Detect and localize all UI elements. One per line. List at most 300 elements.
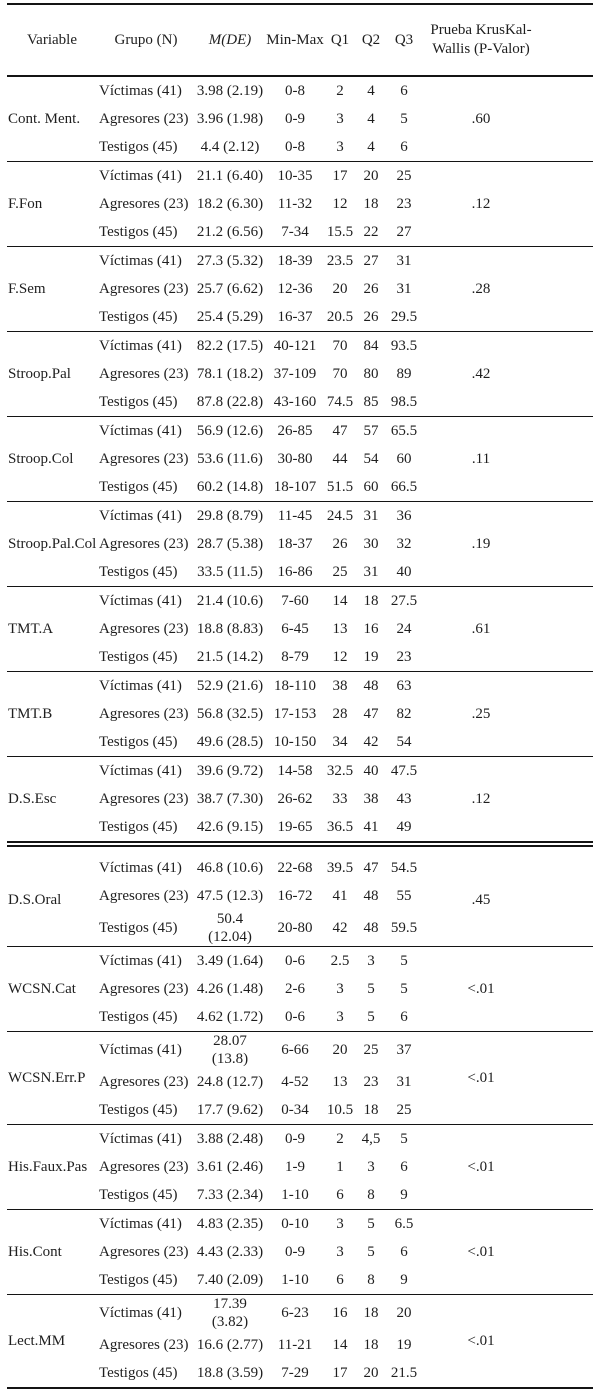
q2-cell: 4 xyxy=(367,111,375,127)
q2-cell: 23 xyxy=(363,1074,379,1090)
group-cell: Agresores (23) xyxy=(99,451,189,467)
min-max-cell: 6-66 xyxy=(265,1032,325,1069)
m-de-cell: 78.1 (18.2) xyxy=(196,366,264,382)
min-max-cell: 2-6 xyxy=(285,981,305,997)
m-de-cell: 42.6 (9.15) xyxy=(196,819,264,835)
m-de-cell: 53.6 (11.6) xyxy=(197,451,263,467)
m-de-cell: 4.43 (2.33) xyxy=(196,1244,264,1260)
group-cell: Víctimas (41) xyxy=(97,247,195,276)
p-value-cell: <.01 xyxy=(421,947,541,1032)
q1-cell: 2 xyxy=(325,76,355,105)
q2-cell: 85 xyxy=(363,394,379,410)
q2-cell: 8 xyxy=(367,1272,375,1288)
q1-cell: 70 xyxy=(332,366,348,382)
m-de-cell: 3.96 (1.98) xyxy=(196,111,264,127)
q1-cell: 10.5 xyxy=(326,1102,354,1118)
q2-cell: 26 xyxy=(363,281,379,297)
q1-cell: 23.5 xyxy=(325,247,355,276)
group-cell: Agresores (23) xyxy=(99,366,189,382)
q1-cell: 20 xyxy=(332,281,348,297)
col-header-min-max: Min-Max xyxy=(265,4,325,76)
q1-cell: 6 xyxy=(336,1272,344,1288)
q3-cell: 47.5 xyxy=(387,757,421,786)
variable-label: Lect.MM xyxy=(7,1295,97,1389)
m-de-cell: 7.33 (2.34) xyxy=(196,1187,264,1203)
group-cell: Testigos (45) xyxy=(99,1187,178,1203)
group-cell: Testigos (45) xyxy=(99,920,178,936)
min-max-cell: 18-39 xyxy=(265,247,325,276)
variable-label: WCSN.Cat xyxy=(7,947,97,1032)
q1-cell: 12 xyxy=(332,196,348,212)
p-value-cell: .42 xyxy=(421,332,541,417)
spacer xyxy=(541,1125,593,1210)
spacer xyxy=(541,1210,593,1295)
m-de-cell: 82.2 (17.5) xyxy=(195,332,265,361)
p-value-cell: .19 xyxy=(421,502,541,587)
min-max-cell: 40-121 xyxy=(265,332,325,361)
spacer xyxy=(541,502,593,587)
min-max-cell: 0-8 xyxy=(285,139,305,155)
q3-cell: 25 xyxy=(387,162,421,191)
header-row xyxy=(7,4,593,76)
min-max-cell: 12-36 xyxy=(277,281,313,297)
m-de-cell: 49.6 (28.5) xyxy=(196,734,264,750)
variable-label: His.Cont xyxy=(7,1210,97,1295)
q3-cell: 29.5 xyxy=(390,309,418,325)
q2-cell: 5 xyxy=(355,1210,387,1239)
group-cell: Agresores (23) xyxy=(99,706,189,722)
q2-cell: 48 xyxy=(355,672,387,701)
group-cell: Agresores (23) xyxy=(99,196,189,212)
q3-cell: 5 xyxy=(400,111,408,127)
p-value-cell: .60 xyxy=(421,76,541,162)
q2-cell: 60 xyxy=(363,479,379,495)
q2-cell: 47 xyxy=(363,706,379,722)
q2-cell: 27 xyxy=(355,247,387,276)
q3-cell: 6.5 xyxy=(387,1210,421,1239)
m-de-cell: 52.9 (21.6) xyxy=(195,672,265,701)
q3-cell: 37 xyxy=(387,1032,421,1069)
q3-cell: 31 xyxy=(396,281,412,297)
q1-cell: 26 xyxy=(332,536,348,552)
q1-cell: 70 xyxy=(325,332,355,361)
variable-label: TMT.B xyxy=(7,672,97,757)
q2-cell: 30 xyxy=(363,536,379,552)
min-max-cell: 0-6 xyxy=(265,947,325,976)
q3-cell: 59.5 xyxy=(390,920,418,936)
group-cell: Víctimas (41) xyxy=(97,162,195,191)
col-header-q1: Q1 xyxy=(325,4,355,76)
group-cell: Testigos (45) xyxy=(99,309,178,325)
q3-cell: 6 xyxy=(400,139,408,155)
q2-cell: 5 xyxy=(367,1009,375,1025)
min-max-cell: 37-109 xyxy=(273,366,317,382)
m-de-cell: 18.8 (8.83) xyxy=(196,621,264,637)
q2-cell: 54 xyxy=(363,451,379,467)
group-cell: Testigos (45) xyxy=(99,649,178,665)
q2-cell: 5 xyxy=(367,1244,375,1260)
q3-cell: 63 xyxy=(387,672,421,701)
spacer xyxy=(541,844,593,947)
q2-cell: 3 xyxy=(355,947,387,976)
group-cell: Testigos (45) xyxy=(99,1102,178,1118)
q1-cell: 2.5 xyxy=(325,947,355,976)
q3-cell: 54 xyxy=(396,734,412,750)
min-max-cell: 19-65 xyxy=(277,819,313,835)
q2-cell: 5 xyxy=(367,981,375,997)
min-max-cell: 0-8 xyxy=(265,76,325,105)
q3-cell: 40 xyxy=(396,564,412,580)
group-cell: Agresores (23) xyxy=(99,536,189,552)
m-de-cell: 18.2 (6.30) xyxy=(196,196,264,212)
q2-cell: 84 xyxy=(355,332,387,361)
p-value-cell: .61 xyxy=(421,587,541,672)
m-de-cell: 24.8 (12.7) xyxy=(196,1074,264,1090)
q2-cell: 20 xyxy=(355,162,387,191)
results-table xyxy=(7,3,593,1389)
m-de-cell: 3.88 (2.48) xyxy=(195,1125,265,1154)
q2-cell: 31 xyxy=(363,564,379,580)
m-de-cell: 16.6 (2.77) xyxy=(196,1337,264,1353)
spacer xyxy=(541,1032,593,1125)
spacer xyxy=(541,247,593,332)
q1-cell: 14 xyxy=(325,587,355,616)
q1-cell: 44 xyxy=(332,451,348,467)
table-row xyxy=(7,76,593,105)
q3-cell: 20 xyxy=(387,1295,421,1332)
min-max-cell: 1-10 xyxy=(281,1272,309,1288)
min-max-cell: 11-32 xyxy=(277,196,313,212)
m-de-cell: 3.49 (1.64) xyxy=(195,947,265,976)
q1-cell: 38 xyxy=(325,672,355,701)
group-cell: Víctimas (41) xyxy=(97,757,195,786)
group-cell: Víctimas (41) xyxy=(97,417,195,446)
q3-cell: 6 xyxy=(400,1244,408,1260)
table-row xyxy=(7,1125,593,1154)
m-de-cell: 21.4 (10.6) xyxy=(195,587,265,616)
min-max-cell: 26-85 xyxy=(265,417,325,446)
q3-cell: 31 xyxy=(387,247,421,276)
table-row xyxy=(7,947,593,976)
q2-cell: 8 xyxy=(367,1187,375,1203)
q1-cell: 51.5 xyxy=(326,479,354,495)
min-max-cell: 10-35 xyxy=(265,162,325,191)
q3-cell: 66.5 xyxy=(390,479,418,495)
q3-cell: 5 xyxy=(387,1125,421,1154)
group-cell: Agresores (23) xyxy=(99,1244,189,1260)
m-de-cell: 33.5 (11.5) xyxy=(197,564,263,580)
group-cell: Agresores (23) xyxy=(99,1074,189,1090)
q2-cell: 47 xyxy=(355,844,387,882)
spacer xyxy=(541,162,593,247)
group-cell: Agresores (23) xyxy=(99,791,189,807)
q1-cell: 39.5 xyxy=(325,844,355,882)
m-de-cell: 17.7 (9.62) xyxy=(196,1102,264,1118)
col-header-q3: Q3 xyxy=(387,4,421,76)
q2-cell: 18 xyxy=(355,1295,387,1332)
m-de-cell: 3.61 (2.46) xyxy=(196,1159,264,1175)
table-row xyxy=(7,162,593,191)
q1-cell: 32.5 xyxy=(325,757,355,786)
q1-cell: 41 xyxy=(332,888,348,904)
q3-cell: 60 xyxy=(396,451,412,467)
group-cell: Víctimas (41) xyxy=(97,672,195,701)
table-row xyxy=(7,1295,593,1332)
table-body xyxy=(7,76,593,1388)
q2-cell: 18 xyxy=(355,587,387,616)
q3-cell: 6 xyxy=(387,76,421,105)
m-de-cell: 50.4 (12.04) xyxy=(208,911,252,945)
q1-cell: 13 xyxy=(332,1074,348,1090)
q3-cell: 23 xyxy=(396,196,412,212)
group-cell: Testigos (45) xyxy=(99,394,178,410)
group-cell: Víctimas (41) xyxy=(97,844,195,882)
q2-cell: 4 xyxy=(355,76,387,105)
table-row xyxy=(7,587,593,616)
spacer xyxy=(541,417,593,502)
q1-cell: 16 xyxy=(325,1295,355,1332)
group-cell: Testigos (45) xyxy=(99,1009,178,1025)
variable-label: Stroop.Pal xyxy=(7,332,97,417)
min-max-cell: 0-9 xyxy=(285,1244,305,1260)
q1-cell: 20.5 xyxy=(326,309,354,325)
spacer xyxy=(541,332,593,417)
min-max-cell: 1-9 xyxy=(285,1159,305,1175)
q1-cell: 3 xyxy=(336,1009,344,1025)
m-de-cell: 21.5 (14.2) xyxy=(196,649,264,665)
variable-label: Stroop.Pal.Col xyxy=(7,502,97,587)
q3-cell: 24 xyxy=(396,621,412,637)
q1-cell: 3 xyxy=(325,1210,355,1239)
m-de-cell: 56.8 (32.5) xyxy=(196,706,264,722)
min-max-cell: 0-9 xyxy=(265,1125,325,1154)
q2-cell: 48 xyxy=(363,888,379,904)
group-cell: Víctimas (41) xyxy=(97,1210,195,1239)
min-max-cell: 11-45 xyxy=(265,502,325,531)
q3-cell: 9 xyxy=(400,1187,408,1203)
spacer xyxy=(541,757,593,845)
min-max-cell: 7-60 xyxy=(265,587,325,616)
q2-cell: 22 xyxy=(363,224,379,240)
q3-cell: 32 xyxy=(396,536,412,552)
col-header-q2: Q2 xyxy=(355,4,387,76)
spacer xyxy=(541,947,593,1032)
q1-cell: 24.5 xyxy=(325,502,355,531)
q2-cell: 18 xyxy=(363,1337,379,1353)
q2-cell: 57 xyxy=(355,417,387,446)
q1-cell: 28 xyxy=(332,706,348,722)
q2-cell: 31 xyxy=(355,502,387,531)
col-header-p-value: Prueba KrusKal-Wallis (P-Valor) xyxy=(421,4,541,76)
spacer xyxy=(541,587,593,672)
min-max-cell: 16-86 xyxy=(277,564,313,580)
min-max-cell: 1-10 xyxy=(281,1187,309,1203)
variable-label: F.Fon xyxy=(7,162,97,247)
m-de-cell: 7.40 (2.09) xyxy=(196,1272,264,1288)
min-max-cell: 4-52 xyxy=(281,1074,309,1090)
m-de-cell: 25.7 (6.62) xyxy=(196,281,264,297)
p-value-cell: .25 xyxy=(421,672,541,757)
q2-cell: 20 xyxy=(363,1365,379,1381)
min-max-cell: 0-9 xyxy=(285,111,305,127)
min-max-cell: 18-107 xyxy=(273,479,317,495)
q3-cell: 9 xyxy=(400,1272,408,1288)
q3-cell: 5 xyxy=(387,947,421,976)
group-cell: Testigos (45) xyxy=(99,819,178,835)
m-de-cell: 17.39 (3.82) xyxy=(195,1295,265,1332)
min-max-cell: 6-45 xyxy=(281,621,309,637)
q2-cell: 48 xyxy=(363,920,379,936)
q2-cell: 16 xyxy=(363,621,379,637)
col-header-group: Grupo (N) xyxy=(97,4,195,76)
q2-cell: 26 xyxy=(363,309,379,325)
group-cell: Víctimas (41) xyxy=(97,332,195,361)
variable-label: Cont. Ment. xyxy=(7,76,97,162)
min-max-cell: 0-10 xyxy=(265,1210,325,1239)
q3-cell: 27 xyxy=(396,224,412,240)
m-de-cell: 60.2 (14.8) xyxy=(196,479,264,495)
q2-cell: 40 xyxy=(355,757,387,786)
group-cell: Testigos (45) xyxy=(99,564,178,580)
table-row xyxy=(7,417,593,446)
q3-cell: 25 xyxy=(396,1102,412,1118)
min-max-cell: 11-21 xyxy=(277,1337,313,1353)
variable-label: F.Sem xyxy=(7,247,97,332)
p-value-cell: .12 xyxy=(421,162,541,247)
m-de-cell: 29.8 (8.79) xyxy=(195,502,265,531)
q3-cell: 6 xyxy=(400,1009,408,1025)
group-cell: Agresores (23) xyxy=(99,281,189,297)
m-de-cell: 38.7 (7.30) xyxy=(196,791,264,807)
q1-cell: 3 xyxy=(336,1244,344,1260)
q3-cell: 5 xyxy=(400,981,408,997)
group-cell: Víctimas (41) xyxy=(97,1295,195,1332)
q3-cell: 82 xyxy=(396,706,412,722)
q2-cell: 25 xyxy=(355,1032,387,1069)
q3-cell: 21.5 xyxy=(390,1365,418,1381)
q1-cell: 42 xyxy=(332,920,348,936)
m-de-cell: 28.7 (5.38) xyxy=(196,536,264,552)
m-de-cell: 46.8 (10.6) xyxy=(195,844,265,882)
q1-cell: 13 xyxy=(332,621,348,637)
q1-cell: 17 xyxy=(325,162,355,191)
group-cell: Agresores (23) xyxy=(99,621,189,637)
q1-cell: 2 xyxy=(325,1125,355,1154)
q1-cell: 14 xyxy=(332,1337,348,1353)
q1-cell: 34 xyxy=(332,734,348,750)
group-cell: Testigos (45) xyxy=(99,1365,178,1381)
group-cell: Testigos (45) xyxy=(99,1272,178,1288)
q3-cell: 93.5 xyxy=(387,332,421,361)
m-de-cell: 47.5 (12.3) xyxy=(196,888,264,904)
p-value-cell: .11 xyxy=(421,417,541,502)
group-cell: Víctimas (41) xyxy=(97,76,195,105)
q2-cell: 3 xyxy=(367,1159,375,1175)
m-de-cell: 3.98 (2.19) xyxy=(195,76,265,105)
page xyxy=(0,3,600,1381)
table-row xyxy=(7,502,593,531)
p-value-cell: .28 xyxy=(421,247,541,332)
m-de-cell: 21.2 (6.56) xyxy=(196,224,264,240)
table-row xyxy=(7,1032,593,1069)
q3-cell: 49 xyxy=(396,819,412,835)
m-de-cell: 27.3 (5.32) xyxy=(195,247,265,276)
group-cell: Agresores (23) xyxy=(99,888,189,904)
q3-cell: 6 xyxy=(400,1159,408,1175)
q2-cell: 18 xyxy=(363,196,379,212)
min-max-cell: 8-79 xyxy=(281,649,309,665)
q2-cell: 38 xyxy=(363,791,379,807)
min-max-cell: 14-58 xyxy=(265,757,325,786)
q2-cell: 18 xyxy=(363,1102,379,1118)
variable-label: His.Faux.Pas xyxy=(7,1125,97,1210)
q3-cell: 43 xyxy=(396,791,412,807)
m-de-cell: 4.83 (2.35) xyxy=(195,1210,265,1239)
p-value-cell: .45 xyxy=(421,844,541,947)
group-cell: Testigos (45) xyxy=(99,224,178,240)
table-header xyxy=(7,4,593,76)
m-de-cell: 4.26 (1.48) xyxy=(196,981,264,997)
q1-cell: 25 xyxy=(332,564,348,580)
p-value-cell: .12 xyxy=(421,757,541,845)
table-row xyxy=(7,672,593,701)
group-cell: Víctimas (41) xyxy=(97,502,195,531)
q2-cell: 4,5 xyxy=(355,1125,387,1154)
q3-cell: 36 xyxy=(387,502,421,531)
m-de-cell: 39.6 (9.72) xyxy=(195,757,265,786)
m-de-cell: 18.8 (3.59) xyxy=(196,1365,264,1381)
group-cell: Víctimas (41) xyxy=(97,947,195,976)
min-max-cell: 17-153 xyxy=(273,706,317,722)
q1-cell: 12 xyxy=(332,649,348,665)
m-de-cell: 25.4 (5.29) xyxy=(196,309,264,325)
q1-cell: 20 xyxy=(325,1032,355,1069)
min-max-cell: 18-37 xyxy=(277,536,313,552)
spacer xyxy=(541,1295,593,1389)
q1-cell: 74.5 xyxy=(326,394,354,410)
p-value-cell: <.01 xyxy=(421,1125,541,1210)
m-de-cell: 28.07 (13.8) xyxy=(195,1032,265,1069)
col-header-variable: Variable xyxy=(7,4,97,76)
q3-cell: 23 xyxy=(396,649,412,665)
spacer xyxy=(541,76,593,162)
variable-label: WCSN.Err.P xyxy=(7,1032,97,1125)
min-max-cell: 10-150 xyxy=(273,734,317,750)
group-cell: Agresores (23) xyxy=(99,981,189,997)
min-max-cell: 0-6 xyxy=(285,1009,305,1025)
q1-cell: 36.5 xyxy=(326,819,354,835)
table-row xyxy=(7,1210,593,1239)
q1-cell: 3 xyxy=(336,111,344,127)
min-max-cell: 0-34 xyxy=(281,1102,309,1118)
table-row xyxy=(7,844,593,882)
q2-cell: 4 xyxy=(367,139,375,155)
min-max-cell: 22-68 xyxy=(265,844,325,882)
min-max-cell: 43-160 xyxy=(273,394,317,410)
min-max-cell: 18-110 xyxy=(265,672,325,701)
min-max-cell: 16-37 xyxy=(277,309,313,325)
q2-cell: 80 xyxy=(363,366,379,382)
q3-cell: 27.5 xyxy=(387,587,421,616)
q3-cell: 54.5 xyxy=(387,844,421,882)
q3-cell: 98.5 xyxy=(390,394,418,410)
q2-cell: 42 xyxy=(363,734,379,750)
q3-cell: 31 xyxy=(396,1074,412,1090)
q2-cell: 41 xyxy=(363,819,379,835)
variable-label: TMT.A xyxy=(7,587,97,672)
m-de-cell: 56.9 (12.6) xyxy=(195,417,265,446)
min-max-cell: 6-23 xyxy=(265,1295,325,1332)
